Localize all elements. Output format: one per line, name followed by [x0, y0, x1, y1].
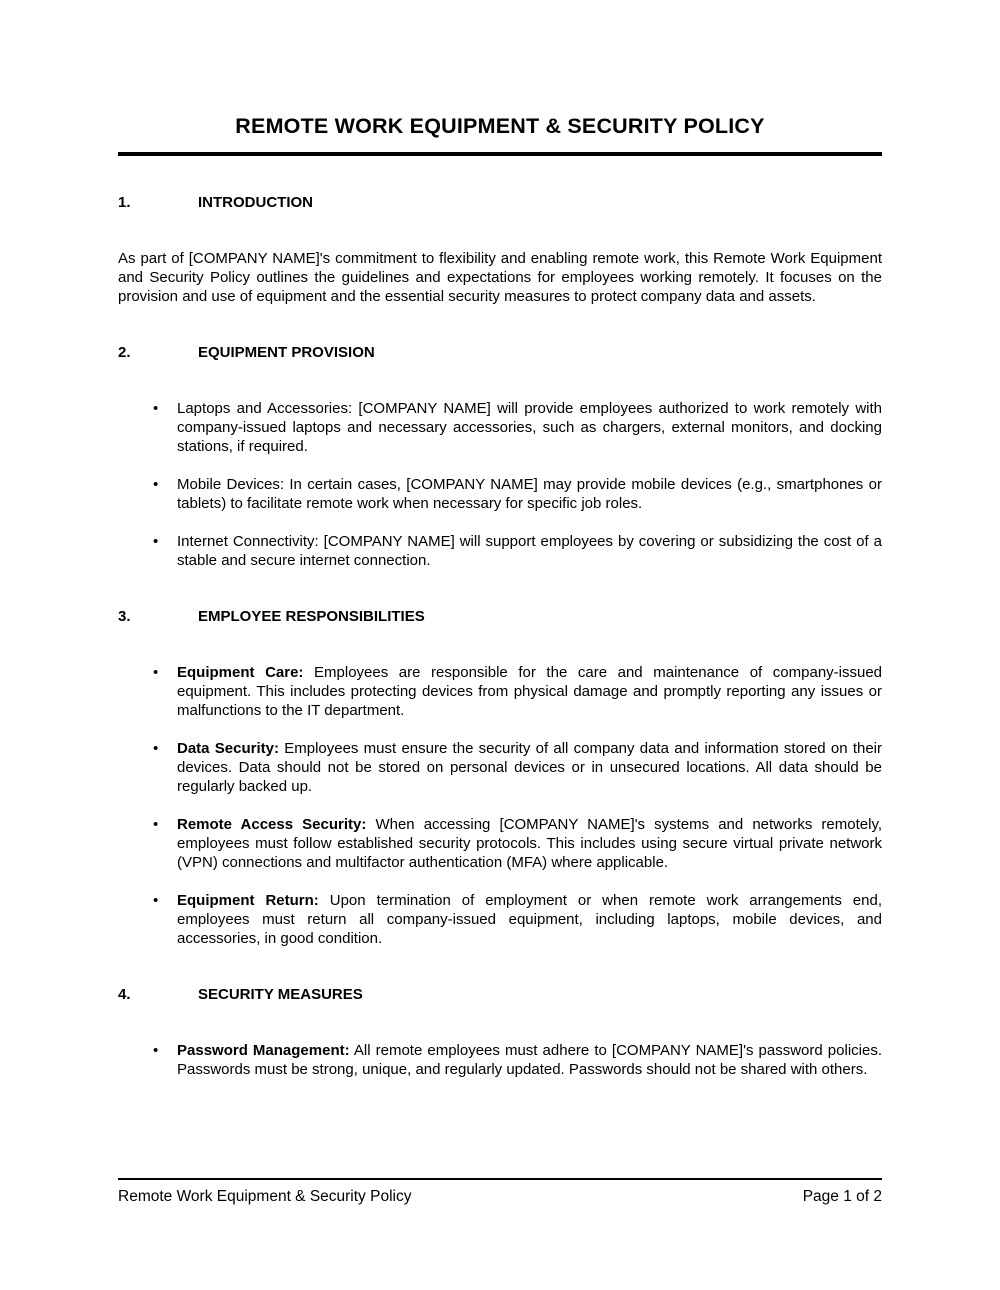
- bullet-text: [177, 475, 882, 513]
- document-header: [118, 112, 882, 156]
- bullet-lead: Remote Access Security:: [177, 816, 367, 833]
- bullet-body: Upon termination of employment or when remote work arrangements end, employees must return all company-issued equipment, including laptops, mobile devices, and accessories, in good condition.: [177, 892, 882, 947]
- section-heading: EMPLOYEE RESPONSIBILITIES: [198, 608, 425, 625]
- bullet-body: Employees must ensure the security of all company data and information stored on their devices. Data should not be stored on personal devices or in unsecured locations. All data should be regularly backed up.: [177, 740, 882, 795]
- bullet-marker-icon: [153, 739, 177, 796]
- list-item: [118, 399, 882, 456]
- bullet-body: Laptops and Accessories: [COMPANY NAME] will provide employees authorized to work remotely with company-issued laptops and necessary accessories, such as chargers, external monitors, and docking stations, if required.: [177, 400, 882, 455]
- section-number: 1.: [118, 194, 131, 211]
- bullet-body: When accessing [COMPANY NAME]'s systems and networks remotely, employees must follow established security protocols. This includes using secure virtual private network (VPN) connections and multifactor authentication (MFA) where applicable.: [177, 816, 882, 871]
- footer-row: [118, 1187, 882, 1206]
- bullet-marker-icon: [153, 399, 177, 456]
- bullet-marker-icon: [153, 891, 177, 948]
- bullet-marker-icon: [153, 1041, 177, 1079]
- list-item: [118, 891, 882, 948]
- bullet-marker-icon: [153, 532, 177, 570]
- bullet-lead: Equipment Return:: [177, 892, 319, 909]
- list-item: [118, 532, 882, 570]
- document-title: REMOTE WORK EQUIPMENT & SECURITY POLICY: [235, 114, 765, 138]
- section-heading: SECURITY MEASURES: [198, 986, 363, 1003]
- bullet-marker-icon: [153, 815, 177, 872]
- bullet-text: [177, 739, 882, 796]
- bullet-body: Employees are responsible for the care and maintenance of company-issued equipment. This includes protecting devices from physical damage and promptly reporting any issues or malfunctions to the IT department.: [177, 664, 883, 719]
- bullet-text: [177, 663, 882, 720]
- section-security-measures: [118, 985, 882, 1079]
- list-item: [118, 663, 882, 720]
- bullet-list: [118, 1041, 882, 1079]
- list-item: [118, 815, 882, 872]
- section-number: 3.: [118, 608, 131, 625]
- title-rule: [118, 152, 882, 156]
- section-number: 2.: [118, 344, 131, 361]
- footer-document-title: Remote Work Equipment & Security Policy: [118, 1188, 412, 1205]
- section-introduction: [118, 193, 882, 306]
- list-item: [118, 739, 882, 796]
- section-heading-row: [118, 193, 882, 212]
- bullet-text: [177, 399, 882, 456]
- section-heading-row: [118, 985, 882, 1004]
- bullet-marker-icon: [153, 475, 177, 513]
- bullet-body: Mobile Devices: In certain cases, [COMPANY NAME] may provide mobile devices (e.g., smartphones or tablets) to facilitate remote work when necessary for specific job roles.: [177, 476, 882, 512]
- paragraph: As part of [COMPANY NAME]'s commitment to flexibility and enabling remote work, this Remote Work Equipment and Security Policy outlines the guidelines and expectations for employees working remotely. It focuses on the provision and use of equipment and the essential security measures to protect company data and assets.: [118, 250, 882, 305]
- section-number: 4.: [118, 986, 131, 1003]
- page-number: Page 1 of 2: [802, 1188, 882, 1205]
- section-equipment-provision: [118, 343, 882, 570]
- bullet-text: [177, 815, 882, 872]
- bullet-text: [177, 532, 882, 570]
- bullet-lead: Equipment Care:: [177, 664, 304, 681]
- section-heading: INTRODUCTION: [198, 194, 313, 211]
- list-item: [118, 475, 882, 513]
- bullet-body: Internet Connectivity: [COMPANY NAME] will support employees by covering or subsidizing the cost of a stable and secure internet connection.: [177, 533, 882, 569]
- section-heading-row: [118, 607, 882, 626]
- bullet-lead: Password Management:: [177, 1042, 350, 1059]
- bullet-list: [118, 663, 882, 948]
- bullet-marker-icon: [153, 663, 177, 720]
- section-employee-responsibilities: [118, 607, 882, 948]
- bullet-text: [177, 1041, 882, 1079]
- bullet-text: [177, 891, 882, 948]
- footer-rule: [118, 1178, 882, 1180]
- bullet-body: All remote employees must adhere to [COMPANY NAME]'s password policies. Passwords must be strong, unique, and regularly updated. Passwords should not be shared with others.: [177, 1042, 882, 1078]
- section-heading-row: [118, 343, 882, 362]
- bullet-list: [118, 399, 882, 570]
- list-item: [118, 1041, 882, 1079]
- bullet-lead: Data Security:: [177, 740, 279, 757]
- section-heading: EQUIPMENT PROVISION: [198, 344, 375, 361]
- page-footer: [118, 1178, 882, 1206]
